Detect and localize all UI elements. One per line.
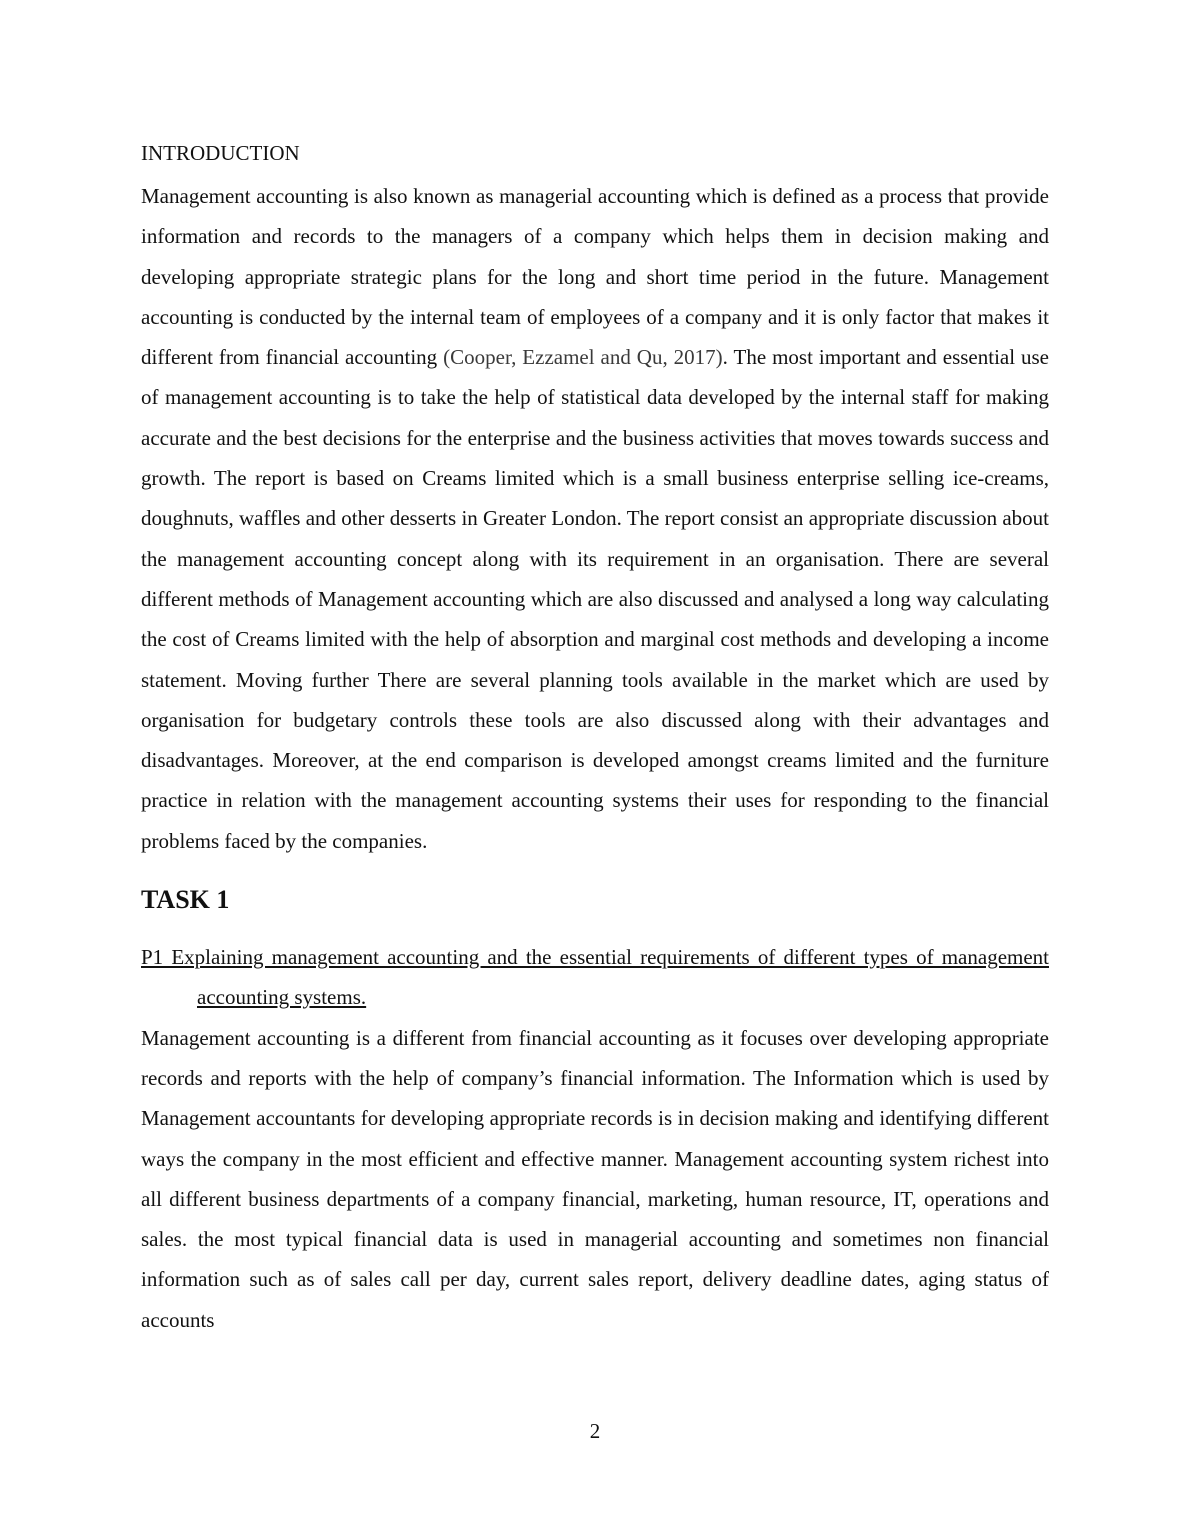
introduction-heading: INTRODUCTION — [141, 141, 300, 165]
task-1-heading: TASK 1 — [141, 885, 230, 915]
introduction-text-part-1: Management accounting is also known as managerial accounting which is defined as a process that provide information and records to the managers of a company which helps them in decision making and developing appropriate strategic plans for the long and short time period in the future. Management accounting is conducted by the internal team of employees of a company and it is only factor that makes it different from financial accounting — [141, 184, 1049, 370]
page-number: 2 — [589, 1419, 601, 1443]
citation: (Cooper, Ezzamel and Qu, 2017) — [443, 345, 723, 370]
introduction-paragraph — [141, 176, 1049, 861]
p1-subheading: P1 Explaining management accounting and the essential requirements of different types of management accounting systems. — [141, 945, 1049, 1010]
page-content — [141, 137, 1049, 1340]
introduction-text-part-2: . The most important and essential use of management accounting is to take the help of statistical data developed by the internal staff for making accurate and the best decisions for the enterprise and the business activities that moves towards success and growth. The report is based on Creams limited which is a small business enterprise selling ice-creams, doughnuts, waffles and other desserts in Greater London. The report consist an appropriate discussion about the management accounting concept along with its requirement in an organisation. There are several different methods of Management accounting which are also discussed and analysed a long way calculating the cost of Creams limited with the help of absorption and marginal cost methods and developing a income statement. Moving further There are several planning tools available in the market which are used by organisation for budgetary controls these tools are also discussed along with their advantages and disadvantages. Moreover, at the end comparison is developed amongst creams limited and the furniture practice in relation with the management accounting systems their uses for responding to the financial problems faced by the companies. — [141, 345, 1050, 853]
task-1-paragraph: Management accounting is a different from financial accounting as it focuses over developing appropriate records and reports with the help of company’s financial information. The Information which is used by Management accountants for developing appropriate records is in decision making and identifying different ways the company in the most efficient and effective manner. Management accounting system richest into all different business departments of a company financial, marketing, human resource, IT, operations and sales. the most typical financial data is used in managerial accounting and sometimes non financial information such as of sales call per day, current sales report, delivery deadline dates, aging status of accounts — [141, 1025, 1049, 1332]
